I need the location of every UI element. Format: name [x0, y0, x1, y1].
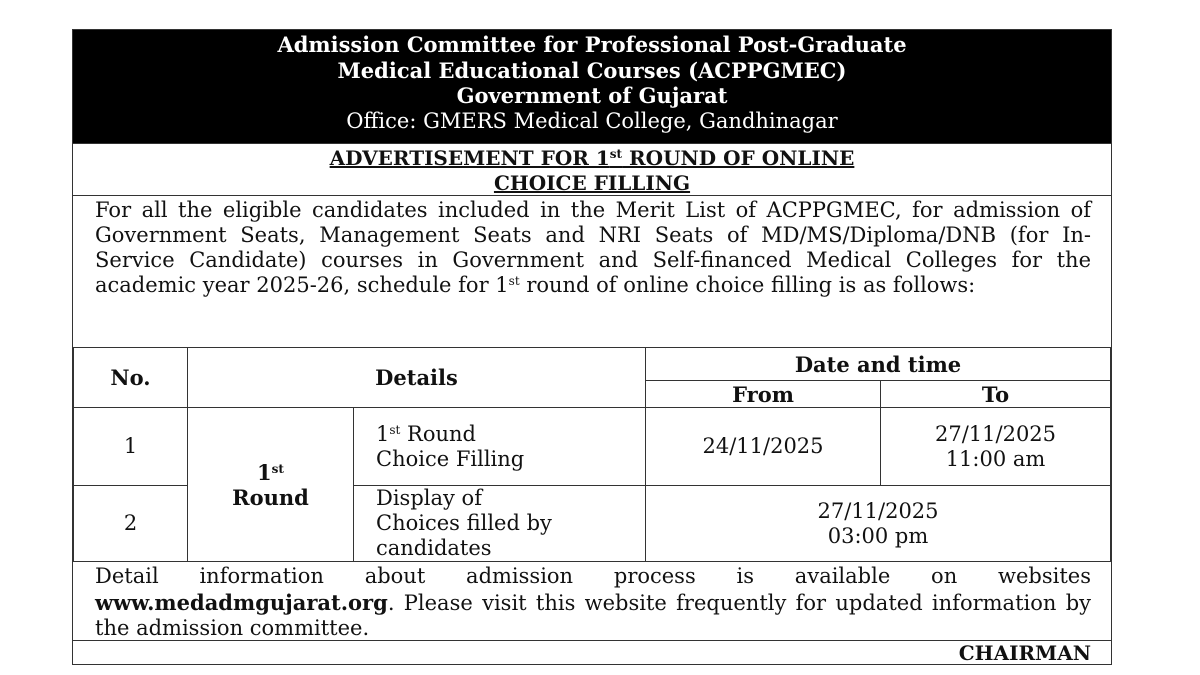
round-label	[188, 408, 354, 562]
to-date: 27/11/2025	[934, 421, 1057, 446]
date: 27/11/2025	[817, 498, 939, 523]
header-office: Office: GMERS Medical College, Gandhinagar	[346, 108, 838, 133]
footer-paragraph	[73, 562, 1111, 640]
title-text: ADVERTISEMENT FOR 1	[329, 146, 610, 170]
round-num: 1	[257, 459, 272, 485]
advertisement-title	[73, 143, 1111, 195]
signature-chairman: CHAIRMAN	[73, 640, 1111, 665]
intro-text: For all the eligible candidates included in the Merit List of ACPPGMEC, for admission of Government Seats, Management Seats and NRI Seats of MD/MS/Diploma/DNB (for In-Service Candidate) courses in Government and Self-financed Medical Colleges for the academic year 2025-26, schedule for 1	[95, 198, 1091, 297]
detail-line-1: Display of	[376, 486, 482, 510]
row-no: 2	[74, 486, 188, 562]
row-detail	[354, 408, 646, 486]
header-line-1: Admission Committee for Professional Post-Graduate	[277, 32, 907, 57]
title-text-2: ROUND OF ONLINE	[622, 146, 855, 170]
header-date-time: Date and time	[646, 348, 1111, 381]
detail-sup: st	[389, 422, 401, 437]
header-details: Details	[188, 348, 646, 408]
header-from: From	[646, 381, 881, 408]
title-sup: st	[609, 147, 623, 161]
footer-text-2: . Please visit this website frequently for updated information by the admission committee.	[95, 590, 1091, 640]
row-date-time	[646, 486, 1111, 562]
footer-text: Detail information about admission process is available on websites	[95, 564, 1091, 588]
detail-line-2: Choice Filling	[376, 446, 525, 471]
detail-line-2: Choices filled by	[376, 511, 552, 535]
header-line-3: Government of Gujarat	[456, 83, 728, 108]
header-banner	[73, 30, 1111, 143]
table-row	[74, 408, 1111, 486]
intro-paragraph	[73, 195, 1111, 347]
title-line-2: CHOICE FILLING	[493, 171, 691, 195]
header-no: No.	[74, 348, 188, 408]
intro-text-end: round of online choice filling is as follows:	[519, 273, 976, 297]
website-link[interactable]: www.medadmgujarat.org	[95, 589, 388, 615]
detail-line-3: candidates	[376, 536, 492, 560]
detail-num: 1	[376, 421, 390, 446]
header-to: To	[881, 381, 1111, 408]
detail-line-1: Round	[400, 421, 476, 446]
intro-sup: st	[508, 274, 520, 288]
row-from: 24/11/2025	[646, 408, 881, 486]
advertisement-document	[72, 29, 1112, 665]
header-line-2: Medical Educational Courses (ACPPGMEC)	[337, 57, 847, 83]
round-word: Round	[232, 484, 309, 510]
row-detail	[354, 486, 646, 562]
time: 03:00 pm	[827, 523, 929, 548]
round-sup: st	[271, 461, 284, 476]
row-no: 1	[74, 408, 188, 486]
to-time: 11:00 am	[945, 446, 1046, 471]
row-to	[881, 408, 1111, 486]
schedule-table	[73, 347, 1111, 562]
